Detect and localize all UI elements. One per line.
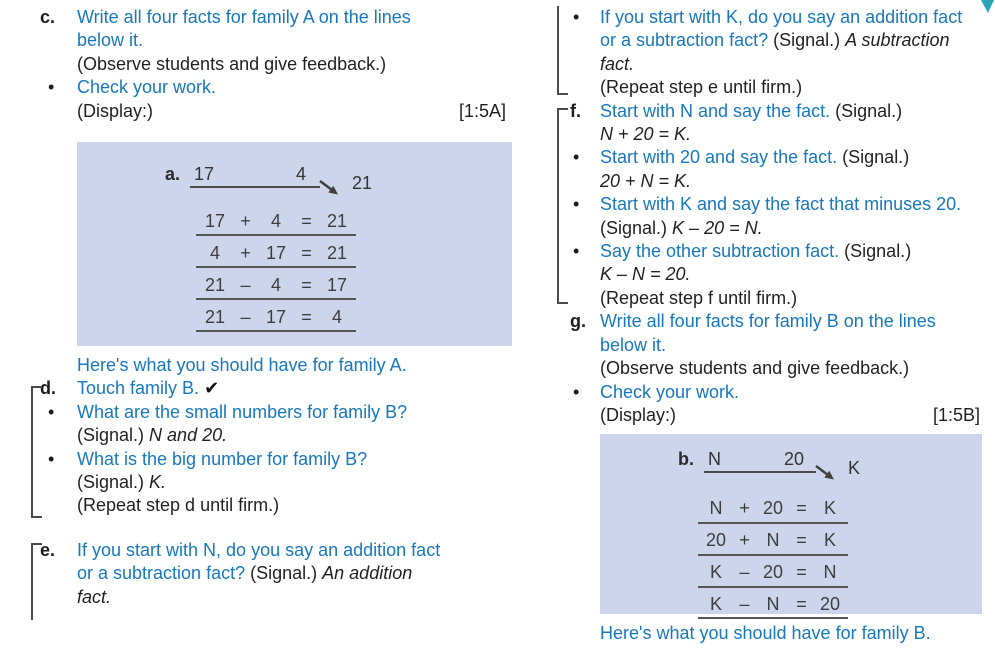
small-number-1: 17 (194, 164, 215, 185)
bullet-icon: • (573, 147, 580, 168)
script-line (552, 381, 988, 404)
eq-operator: + (240, 211, 251, 232)
direction-text: (Repeat step e until firm.) (600, 77, 803, 98)
right-column (552, 6, 988, 646)
family-arrow-line (190, 163, 320, 188)
fact-equation (698, 561, 848, 587)
eq-operator: + (739, 498, 750, 519)
eq-term: N (823, 562, 837, 583)
script-line (26, 494, 512, 517)
script-line-c (26, 6, 512, 29)
script-line-display (26, 100, 512, 123)
script-line (26, 29, 512, 52)
family-label-a: a. (165, 164, 181, 185)
bullet-icon: • (573, 194, 580, 215)
eq-term: N (766, 530, 780, 551)
teacher-text: below it. (600, 334, 667, 355)
bullet-icon: • (48, 448, 55, 469)
teacher-text: What is the big number for family B? (77, 448, 368, 469)
script-line (552, 146, 988, 169)
signal-text: (Signal.) (250, 563, 318, 584)
eq-term: 17 (326, 274, 348, 295)
teacher-text: If you start with K, do you say an addition fact (600, 7, 963, 27)
fact-equation (698, 497, 848, 523)
step-label-g: g. (570, 311, 586, 332)
signal-text: (Signal.) (77, 425, 145, 446)
step-label-d: d. (40, 378, 56, 399)
script-line (26, 471, 512, 494)
step-label-c: c. (40, 7, 56, 27)
eq-term: 20 (819, 594, 841, 615)
eq-term: 17 (265, 306, 287, 327)
indent-spacer (552, 404, 600, 427)
fact-equation (196, 306, 356, 332)
step-d-bracket (31, 386, 42, 518)
indent-spacer (26, 29, 77, 52)
signal-text: (Signal.) (600, 217, 668, 238)
family-label-b: b. (678, 449, 694, 470)
signal-text: (Signal.) (835, 100, 903, 121)
direction-text: (Observe students and give feedback.) (600, 358, 910, 379)
fact-equation (196, 274, 356, 300)
bullet-icon: • (48, 401, 55, 422)
script-line (552, 287, 988, 310)
script-line (552, 6, 988, 29)
script-line (26, 424, 512, 447)
script-line-f (552, 100, 988, 123)
eq-operator: = (301, 211, 312, 232)
eq-operator: = (301, 242, 312, 263)
teacher-text: Write all four facts for family B on the lines (600, 311, 936, 332)
eq-term: 21 (204, 306, 226, 327)
eq-term: 17 (265, 242, 287, 263)
eq-term: K (709, 562, 722, 583)
script-line (552, 193, 988, 216)
eq-operator: + (240, 242, 251, 263)
fact-equation (196, 210, 356, 236)
script-line (26, 401, 512, 424)
direction-text: (Repeat step d until firm.) (77, 495, 280, 516)
display-ref-b: [1:5B] (932, 404, 980, 425)
eq-operator: = (796, 594, 807, 615)
step-f-bracket (557, 108, 568, 304)
indent-spacer (552, 622, 600, 645)
eq-operator: – (240, 306, 251, 327)
step-e-bracket (31, 543, 42, 620)
student-answer: N and 20. (149, 425, 228, 446)
eq-term: K (823, 498, 836, 519)
script-line (552, 240, 988, 263)
signal-text: (Signal.) (77, 472, 145, 493)
teacher-text: Start with 20 and say the fact. (600, 147, 838, 168)
eq-operator: – (739, 594, 750, 615)
script-line (552, 263, 988, 286)
bullet-icon: • (48, 77, 55, 98)
eq-term: K (823, 530, 836, 551)
eq-term: 17 (204, 211, 226, 232)
teacher-text: or a subtraction fact? (77, 563, 246, 584)
student-answer: fact. (77, 586, 112, 607)
signal-text: (Signal.) (773, 30, 841, 51)
script-line-d (26, 377, 512, 400)
big-number: 21 (352, 173, 373, 194)
eq-term: 20 (705, 530, 727, 551)
script-line-display (552, 404, 988, 427)
step-e-bracket-continued (557, 6, 568, 95)
script-line (552, 53, 988, 76)
script-line (552, 29, 988, 52)
eq-operator: = (301, 306, 312, 327)
signal-text: (Signal.) (844, 241, 912, 262)
signal-text: (Signal.) (842, 147, 910, 168)
small-number-2: 4 (296, 164, 307, 185)
eq-term: K (709, 594, 722, 615)
student-answer: An addition (322, 563, 413, 584)
eq-term: 21 (204, 274, 226, 295)
teacher-text: Start with N and say the fact. (600, 100, 831, 121)
checkmark-icon: ✔ (204, 378, 219, 399)
teacher-text: Touch family B. (77, 378, 200, 399)
number-family-b (678, 448, 982, 484)
teacher-text: Here's what you should have for family A. (77, 355, 407, 376)
arrowhead-icon (815, 463, 839, 485)
teacher-text: Here's what you should have for family B. (600, 623, 931, 644)
student-answer: fact. (600, 53, 635, 74)
indent-spacer (552, 334, 600, 357)
left-column (26, 6, 512, 609)
indent-spacer (26, 100, 77, 123)
eq-term: N (709, 498, 723, 519)
teacher-text: or a subtraction fact? (600, 30, 769, 51)
teacher-text: Check your work. (77, 77, 217, 98)
script-line (26, 76, 512, 99)
script-line (26, 562, 512, 585)
fact-equation (698, 593, 848, 619)
student-answer: A subtraction (845, 30, 950, 51)
eq-term: 20 (762, 562, 784, 583)
eq-term: 4 (331, 306, 342, 327)
indent-spacer (26, 53, 77, 76)
eq-operator: + (739, 530, 750, 551)
small-number-2: 20 (783, 449, 804, 470)
script-line (552, 217, 988, 240)
student-answer: 20 + N = K. (600, 170, 692, 191)
student-answer: N + 20 = K. (600, 124, 692, 145)
display-box-b (600, 434, 982, 614)
direction-text: (Observe students and give feedback.) (77, 53, 387, 74)
script-line (552, 357, 988, 380)
eq-operator: = (796, 498, 807, 519)
script-line (552, 170, 988, 193)
teacher-text: Say the other subtraction fact. (600, 241, 840, 262)
direction-text: (Display:) (77, 100, 154, 121)
student-answer: K. (149, 472, 167, 493)
teacher-text: Start with K and say the fact that minuses 20. (600, 194, 962, 215)
script-line (26, 586, 512, 609)
step-label-e: e. (40, 539, 56, 560)
eq-term: N (766, 594, 780, 615)
bullet-icon: • (573, 381, 580, 402)
fact-equations-a (196, 210, 512, 332)
eq-operator: = (796, 530, 807, 551)
page-corner-decoration (979, 0, 995, 15)
direction-text: (Repeat step f until firm.) (600, 287, 798, 308)
number-family-a (165, 163, 512, 199)
teacher-text: Write all four facts for family A on the lines (77, 7, 411, 27)
indent-spacer (26, 354, 77, 377)
script-line (26, 53, 512, 76)
script-line (552, 334, 988, 357)
eq-operator: = (796, 562, 807, 583)
fact-equations-b (698, 497, 982, 619)
script-line-g (552, 310, 988, 333)
fact-equation (698, 529, 848, 555)
script-line (26, 354, 512, 377)
eq-term: 4 (209, 242, 220, 263)
bullet-icon: • (573, 7, 580, 27)
script-line (552, 622, 988, 645)
indent-spacer (552, 357, 600, 380)
bullet-icon: • (573, 241, 580, 262)
script-line (552, 123, 988, 146)
display-ref-a: [1:5A] (458, 100, 506, 121)
display-box-a (77, 142, 512, 346)
teacher-text: Check your work. (600, 381, 740, 402)
eq-operator: – (739, 562, 750, 583)
student-answer: K – 20 = N. (672, 217, 763, 238)
script-line-e (26, 539, 512, 562)
small-number-1: N (708, 449, 721, 470)
eq-term: 4 (270, 274, 281, 295)
eq-operator: = (301, 274, 312, 295)
arrowhead-icon (319, 178, 343, 200)
eq-term: 21 (326, 211, 348, 232)
teacher-text: If you start with N, do you say an addition fact (77, 539, 441, 560)
student-answer: K – N = 20. (600, 264, 691, 285)
big-number: K (848, 458, 861, 479)
step-label-f: f. (570, 100, 581, 121)
script-line (26, 448, 512, 471)
eq-term: 4 (270, 211, 281, 232)
teacher-text: What are the small numbers for family B? (77, 401, 408, 422)
script-line (552, 76, 988, 99)
eq-term: 20 (762, 498, 784, 519)
eq-term: 21 (326, 242, 348, 263)
eq-operator: – (240, 274, 251, 295)
family-arrow-line (704, 448, 816, 473)
fact-equation (196, 242, 356, 268)
direction-text: (Display:) (600, 404, 677, 425)
teacher-text: below it. (77, 30, 144, 51)
